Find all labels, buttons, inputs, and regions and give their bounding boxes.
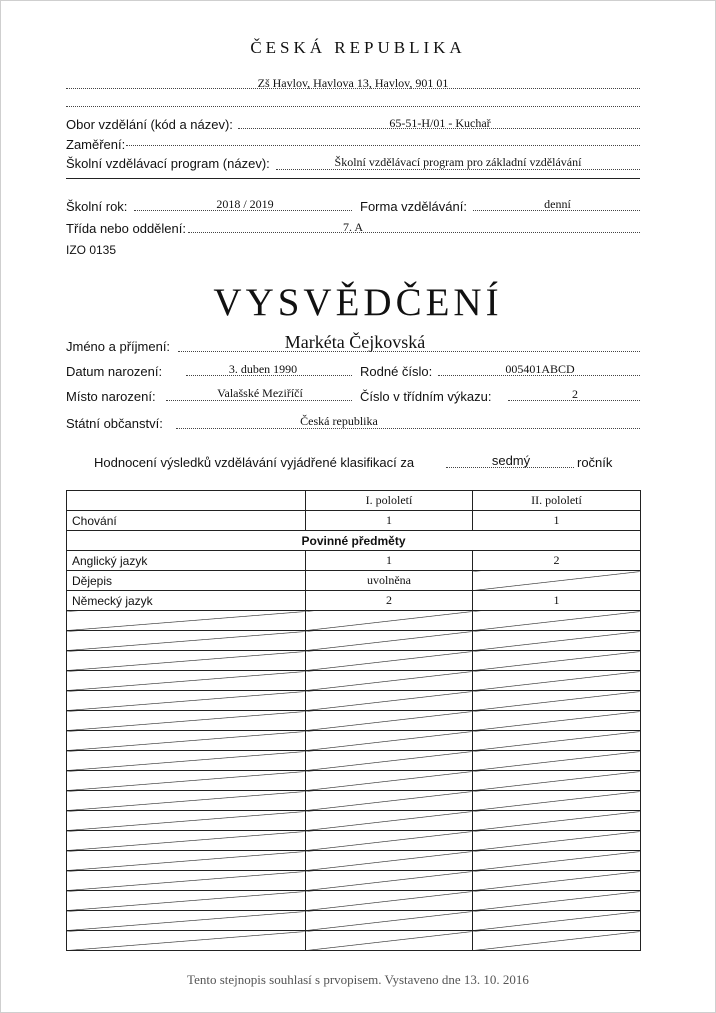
empty-crossed-row	[67, 831, 641, 851]
datum-dotted-line	[186, 375, 352, 376]
crossed-out-cell	[306, 851, 473, 871]
empty-crossed-row	[67, 611, 641, 631]
crossed-out-cell	[306, 891, 473, 911]
behavior-grade-second: 1	[473, 511, 641, 531]
evaluation-dotted-line	[446, 467, 574, 468]
behavior-row	[67, 511, 641, 531]
crossed-out-cell	[473, 791, 641, 811]
trida-label: Třída nebo oddělení:	[66, 221, 186, 236]
crossed-out-cell	[473, 731, 641, 751]
subject-name: Německý jazyk	[67, 591, 306, 611]
crossed-out-cell	[67, 771, 306, 791]
crossed-out-cell	[67, 811, 306, 831]
empty-crossed-row	[67, 871, 641, 891]
crossed-out-cell	[67, 791, 306, 811]
crossed-out-cell	[473, 891, 641, 911]
crossed-out-cell	[306, 611, 473, 631]
trida-dotted-line	[188, 232, 640, 233]
crossed-out-cell	[67, 611, 306, 631]
forma-dotted-line	[473, 210, 640, 211]
crossed-out-cell	[306, 711, 473, 731]
forma-value: denní	[544, 197, 571, 211]
crossed-out-cell	[306, 831, 473, 851]
crossed-out-cell	[306, 931, 473, 951]
table-row	[67, 551, 641, 571]
table-row	[67, 571, 641, 591]
trida-value: 7. A	[342, 220, 363, 234]
misto-value: Valašské Meziříčí	[217, 386, 303, 400]
crossed-out-cell	[67, 731, 306, 751]
crossed-out-cell	[473, 631, 641, 651]
empty-crossed-row	[67, 651, 641, 671]
rok-label: Školní rok:	[66, 199, 128, 214]
header-empty-cell	[67, 491, 306, 511]
crossed-out-cell	[473, 871, 641, 891]
crossed-out-cell	[306, 751, 473, 771]
table-row	[67, 591, 641, 611]
subject-name: Anglický jazyk	[67, 551, 306, 571]
empty-crossed-row	[67, 931, 641, 951]
cislo-value: 2	[572, 387, 578, 401]
program-dotted-line	[276, 169, 640, 170]
student-name: Markéta Čejkovská	[284, 332, 426, 352]
behavior-label: Chování	[67, 511, 306, 531]
section-heading: Povinné předměty	[67, 531, 641, 551]
school-name: Zš Havlov, Havlova 13, Havlov, 901 01	[257, 76, 449, 90]
crossed-out-cell	[67, 931, 306, 951]
crossed-out-cell	[67, 871, 306, 891]
header-second-term: II. pololetí	[473, 491, 641, 511]
behavior-grade-first: 1	[306, 511, 473, 531]
section-row	[67, 531, 641, 551]
rodne-value: 005401ABCD	[505, 362, 575, 376]
crossed-out-cell	[306, 731, 473, 751]
crossed-out-cell	[67, 711, 306, 731]
empty-crossed-row	[67, 631, 641, 651]
crossed-out-cell	[306, 871, 473, 891]
header-separator	[66, 178, 640, 179]
crossed-out-cell	[67, 671, 306, 691]
crossed-out-cell	[306, 771, 473, 791]
empty-crossed-row	[67, 691, 641, 711]
crossed-out-cell	[473, 771, 641, 791]
crossed-out-cell	[473, 811, 641, 831]
country-heading: ČESKÁ REPUBLIKA	[250, 38, 466, 57]
obcanstvi-dotted-line	[176, 428, 640, 429]
rok-dotted-line	[134, 210, 352, 211]
grade-second-term: 1	[473, 591, 641, 611]
zamereni-label: Zaměření:	[66, 137, 126, 152]
crossed-out-cell	[67, 751, 306, 771]
crossed-out-cell	[67, 691, 306, 711]
grade-first-term: 2	[306, 591, 473, 611]
empty-crossed-row	[67, 731, 641, 751]
obor-dotted-line	[238, 128, 640, 129]
empty-crossed-row	[67, 811, 641, 831]
crossed-out-cell	[67, 851, 306, 871]
school-dotted-line	[66, 88, 640, 89]
program-value: Školní vzdělávací program pro základní vzdělávání	[334, 155, 582, 169]
zamereni-dotted-line	[126, 145, 640, 146]
grade-first-term: uvolněna	[306, 571, 473, 591]
crossed-out-cell	[67, 911, 306, 931]
forma-label: Forma vzdělávání:	[360, 199, 467, 214]
misto-label: Místo narození:	[66, 389, 156, 404]
crossed-out-cell	[473, 911, 641, 931]
cislo-label: Číslo v třídním výkazu:	[360, 389, 492, 404]
obcanstvi-label: Státní občanství:	[66, 416, 163, 431]
crossed-out-cell	[67, 891, 306, 911]
empty-crossed-row	[67, 711, 641, 731]
document-title: VYSVĚDČENÍ	[213, 281, 503, 324]
subject-name: Dějepis	[67, 571, 306, 591]
misto-dotted-line	[166, 400, 352, 401]
name-dotted-line	[178, 351, 640, 352]
footer-note: Tento stejnopis souhlasí s prvopisem. Vystaveno dne 13. 10. 2016	[187, 972, 529, 987]
datum-value: 3. duben 1990	[228, 362, 298, 376]
grades-table	[66, 490, 641, 951]
evaluation-suffix: ročník	[577, 455, 613, 470]
crossed-out-cell	[473, 711, 641, 731]
datum-label: Datum narození:	[66, 364, 163, 379]
crossed-out-cell	[473, 611, 641, 631]
crossed-out-cell	[473, 851, 641, 871]
grade-second-term: 2	[473, 551, 641, 571]
crossed-out-cell	[306, 651, 473, 671]
table-header-row	[67, 491, 641, 511]
empty-crossed-row	[67, 671, 641, 691]
crossed-out-cell	[306, 791, 473, 811]
crossed-out-cell	[473, 931, 641, 951]
obor-label: Obor vzdělání (kód a název):	[66, 117, 233, 132]
crossed-out-cell	[473, 831, 641, 851]
evaluation-prefix: Hodnocení výsledků vzdělávání vyjádřené klasifikací za	[94, 455, 415, 470]
empty-crossed-row	[67, 851, 641, 871]
crossed-out-cell	[67, 631, 306, 651]
obcanstvi-value: Česká republika	[300, 414, 378, 428]
crossed-out-rows	[67, 611, 641, 951]
crossed-out-cell	[306, 631, 473, 651]
crossed-out-cell	[473, 751, 641, 771]
crossed-out-cell	[67, 651, 306, 671]
program-label: Školní vzdělávací program (název):	[66, 156, 270, 171]
obor-value: 65-51-H/01 - Kuchař	[389, 116, 491, 130]
empty-crossed-row	[67, 751, 641, 771]
crossed-out-cell	[67, 831, 306, 851]
crossed-out-cell	[306, 911, 473, 931]
empty-crossed-row	[67, 771, 641, 791]
school-dotted-line-2	[66, 106, 640, 107]
empty-crossed-row	[67, 891, 641, 911]
empty-crossed-row	[67, 791, 641, 811]
izo-code: IZO 0135	[66, 243, 117, 257]
rok-value: 2018 / 2019	[216, 197, 274, 211]
crossed-out-cell	[473, 691, 641, 711]
crossed-out-cell	[473, 671, 641, 691]
evaluation-year: sedmý	[491, 453, 531, 468]
rodne-label: Rodné číslo:	[360, 364, 433, 379]
crossed-out-cell	[306, 691, 473, 711]
crossed-out-cell	[306, 671, 473, 691]
crossed-out-cell	[473, 651, 641, 671]
empty-crossed-row	[67, 911, 641, 931]
rodne-dotted-line	[438, 375, 640, 376]
crossed-out-cell	[473, 571, 641, 591]
cislo-dotted-line	[508, 400, 640, 401]
crossed-out-cell	[306, 811, 473, 831]
grade-first-term: 1	[306, 551, 473, 571]
header-first-term: I. pololetí	[306, 491, 473, 511]
name-label: Jméno a příjmení:	[66, 339, 171, 354]
